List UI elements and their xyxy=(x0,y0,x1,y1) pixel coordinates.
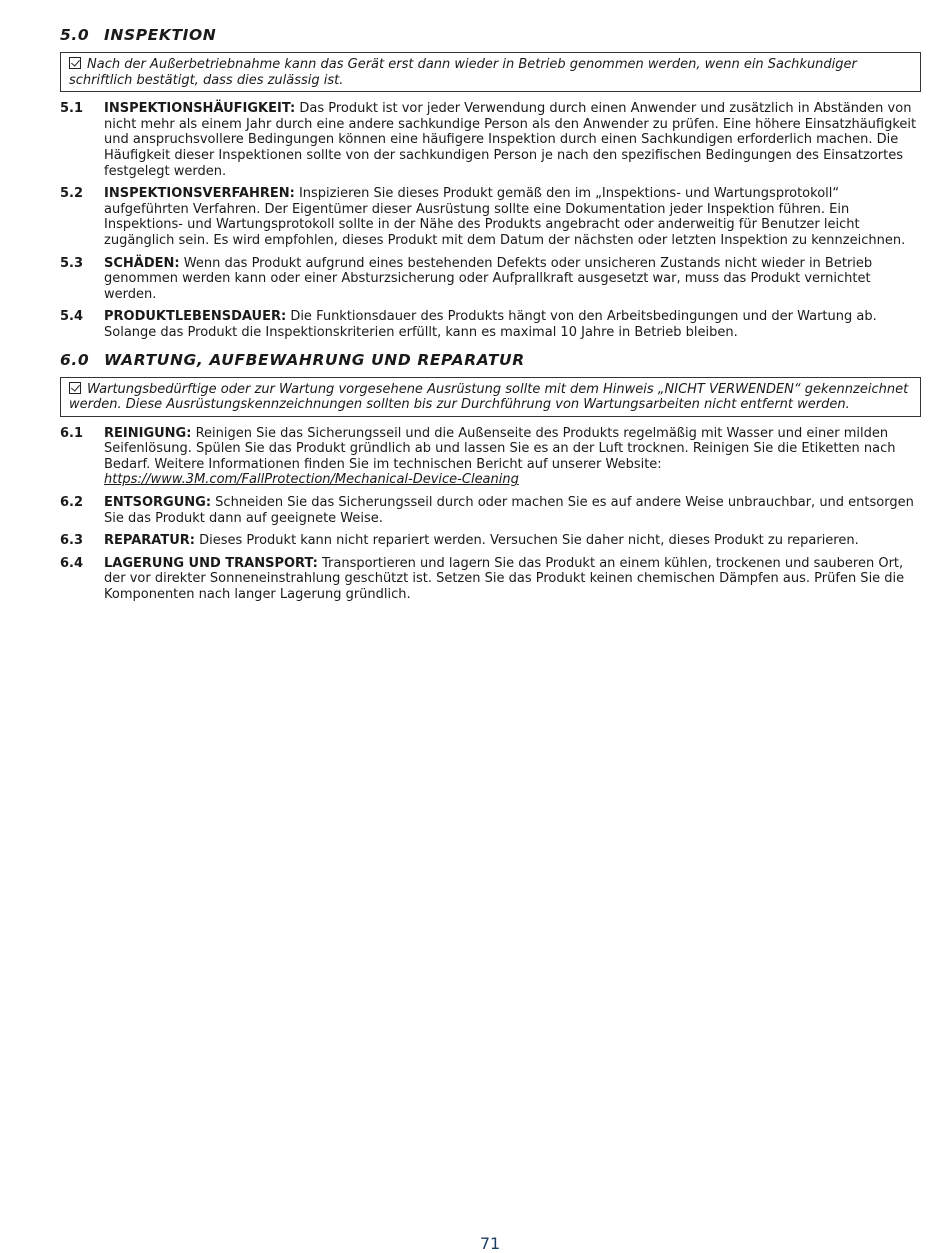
item-label: INSPEKTIONSHÄUFIGKEIT: xyxy=(104,101,296,117)
item-body: Die Funktionsdauer des Produkts hängt von den Arbeitsbedingungen und der Wartung ab. Solange das Produkt die Inspektionskriterien erfüllt, kann es maximal 10 Jahre in Betrieb bleiben. xyxy=(104,309,877,340)
item-body: Transportieren und lagern Sie das Produkt an einem kühlen, trockenen und sauberen Ort, der vor direkter Sonneneinstrahlung geschützt ist. Setzen Sie das Produkt keinen chemischen Dämpfen aus. Prüfen Sie die Komponenten nach langer Lagerung gründlich. xyxy=(104,555,905,603)
item-text xyxy=(104,533,921,549)
item-number: 5.1 xyxy=(60,101,84,117)
item-text xyxy=(104,426,921,488)
section-number: 6.0 xyxy=(60,350,90,369)
item-number: 5.2 xyxy=(60,186,84,202)
item-label: LAGERUNG UND TRANSPORT: xyxy=(104,555,318,571)
section-title: WARTUNG, AUFBEWAHRUNG UND REPARATUR xyxy=(104,350,525,369)
item-number: 6.2 xyxy=(60,495,84,511)
item-label: SCHÄDEN: xyxy=(104,255,180,271)
item-body: Wenn das Produkt aufgrund eines bestehenden Defekts oder unsicheren Zustands nicht wieder in Betrieb genommen werden kann oder einer Absturzsicherung oder Aufprallkraft ausgesetzt war, muss das Produkt vernichtet werden. xyxy=(104,255,873,302)
item-text xyxy=(104,309,921,340)
item-text xyxy=(104,101,921,179)
list-item-6-2 xyxy=(60,495,921,526)
item-number: 5.3 xyxy=(60,255,84,271)
item-body: Schneiden Sie das Sicherungsseil durch oder machen Sie es auf andere Weise unbrauchbar, und entsorgen Sie das Produkt dann auf geeignete Weise. xyxy=(104,495,914,526)
document-page xyxy=(60,24,921,603)
item-text xyxy=(104,186,921,248)
notice-box-wartung xyxy=(60,377,921,417)
item-body: Dieses Produkt kann nicht repariert werden. Versuchen Sie daher nicht, dieses Produkt zu reparieren. xyxy=(199,533,859,549)
section-title: INSPEKTION xyxy=(104,26,217,44)
item-text xyxy=(104,495,921,526)
item-number: 6.4 xyxy=(60,555,84,571)
item-label: REPARATUR: xyxy=(104,533,195,549)
item-body: Inspizieren Sie dieses Produkt gemäß den im „Inspektions- und Wartungsprotokoll“ aufgeführten Verfahren. Der Eigentümer dieser Ausrüstung sollte eine Dokumentation jeder Inspektion führen. Ein Inspektions- und Wartungsprotokoll sollte in der Nähe des Produkts angebracht oder anderweitig für Benutzer leicht zugänglich sein. Es wird empfohlen, dieses Produkt mit dem Datum der nächsten oder letzten Inspektion zu kennzeichnen. xyxy=(104,186,906,248)
item-label: ENTSORGUNG: xyxy=(104,495,212,511)
list-item-5-4 xyxy=(60,309,921,340)
list-item-6-3 xyxy=(60,533,921,549)
item-label: REINIGUNG: xyxy=(104,425,192,441)
list-item-6-4 xyxy=(60,556,921,603)
section-heading-inspektion xyxy=(60,24,921,46)
list-item-5-1 xyxy=(60,101,921,179)
notice-box-inspektion xyxy=(60,52,921,92)
notice-text: Wartungsbedürftige oder zur Wartung vorgesehene Ausrüstung sollte mit dem Hinweis „NICHT VERWENDEN“ gekennzeichnet werden. Diese Ausrüstungskennzeichnungen sollten bis zur Durchführung von Wartungsarbeiten nicht entfernt werden. xyxy=(69,381,909,413)
checkbox-checked-icon xyxy=(69,57,81,69)
item-body: Das Produkt ist vor jeder Verwendung durch einen Anwender und zusätzlich in Abständen von nicht mehr als einem Jahr durch eine andere sachkundige Person als den Anwender zu prüfen. Eine höhere Einsatzhäufigkeit und anspruchsvollere Bedingungen können eine häufigere Inspektion durch einen Sachkundigen erforderlich machen. Die Häufigkeit dieser Inspektionen sollte von der sachkundigen Person je nach den spezifischen Bedingungen des Einsatzortes festgelegt werden. xyxy=(104,101,917,179)
item-label: INSPEKTIONSVERFAHREN: xyxy=(104,186,295,202)
item-text xyxy=(104,556,921,603)
item-number: 5.4 xyxy=(60,309,84,325)
item-body: Reinigen Sie das Sicherungsseil und die Außenseite des Produkts regelmäßig mit Wasser und einer milden Seifenlösung. Spülen Sie das Produkt gründlich ab und lassen Sie es an der Luft trocknen. Reinigen Sie die Etiketten nach Bedarf. Weitere Informationen finden Sie im technischen Bericht auf unserer Website: xyxy=(104,425,896,472)
notice-text: Nach der Außerbetriebnahme kann das Gerät erst dann wieder in Betrieb genommen werden, wenn ein Sachkundiger schriftlich bestätigt, dass dies zulässig ist. xyxy=(69,57,857,88)
section-heading-wartung xyxy=(60,349,921,371)
item-label: PRODUKTLEBENSDAUER: xyxy=(104,309,287,325)
checkbox-checked-icon xyxy=(69,382,81,394)
item-number: 6.1 xyxy=(60,425,84,441)
item-text xyxy=(104,256,921,303)
list-item-5-3 xyxy=(60,256,921,303)
cleaning-info-link[interactable]: https://www.3M.com/FallProtection/Mechanical-Device-Cleaning xyxy=(104,472,519,488)
page-number: 71 xyxy=(479,1234,501,1253)
item-number: 6.3 xyxy=(60,533,84,549)
list-item-5-2 xyxy=(60,186,921,248)
list-item-6-1 xyxy=(60,426,921,488)
section-number: 5.0 xyxy=(60,26,90,44)
